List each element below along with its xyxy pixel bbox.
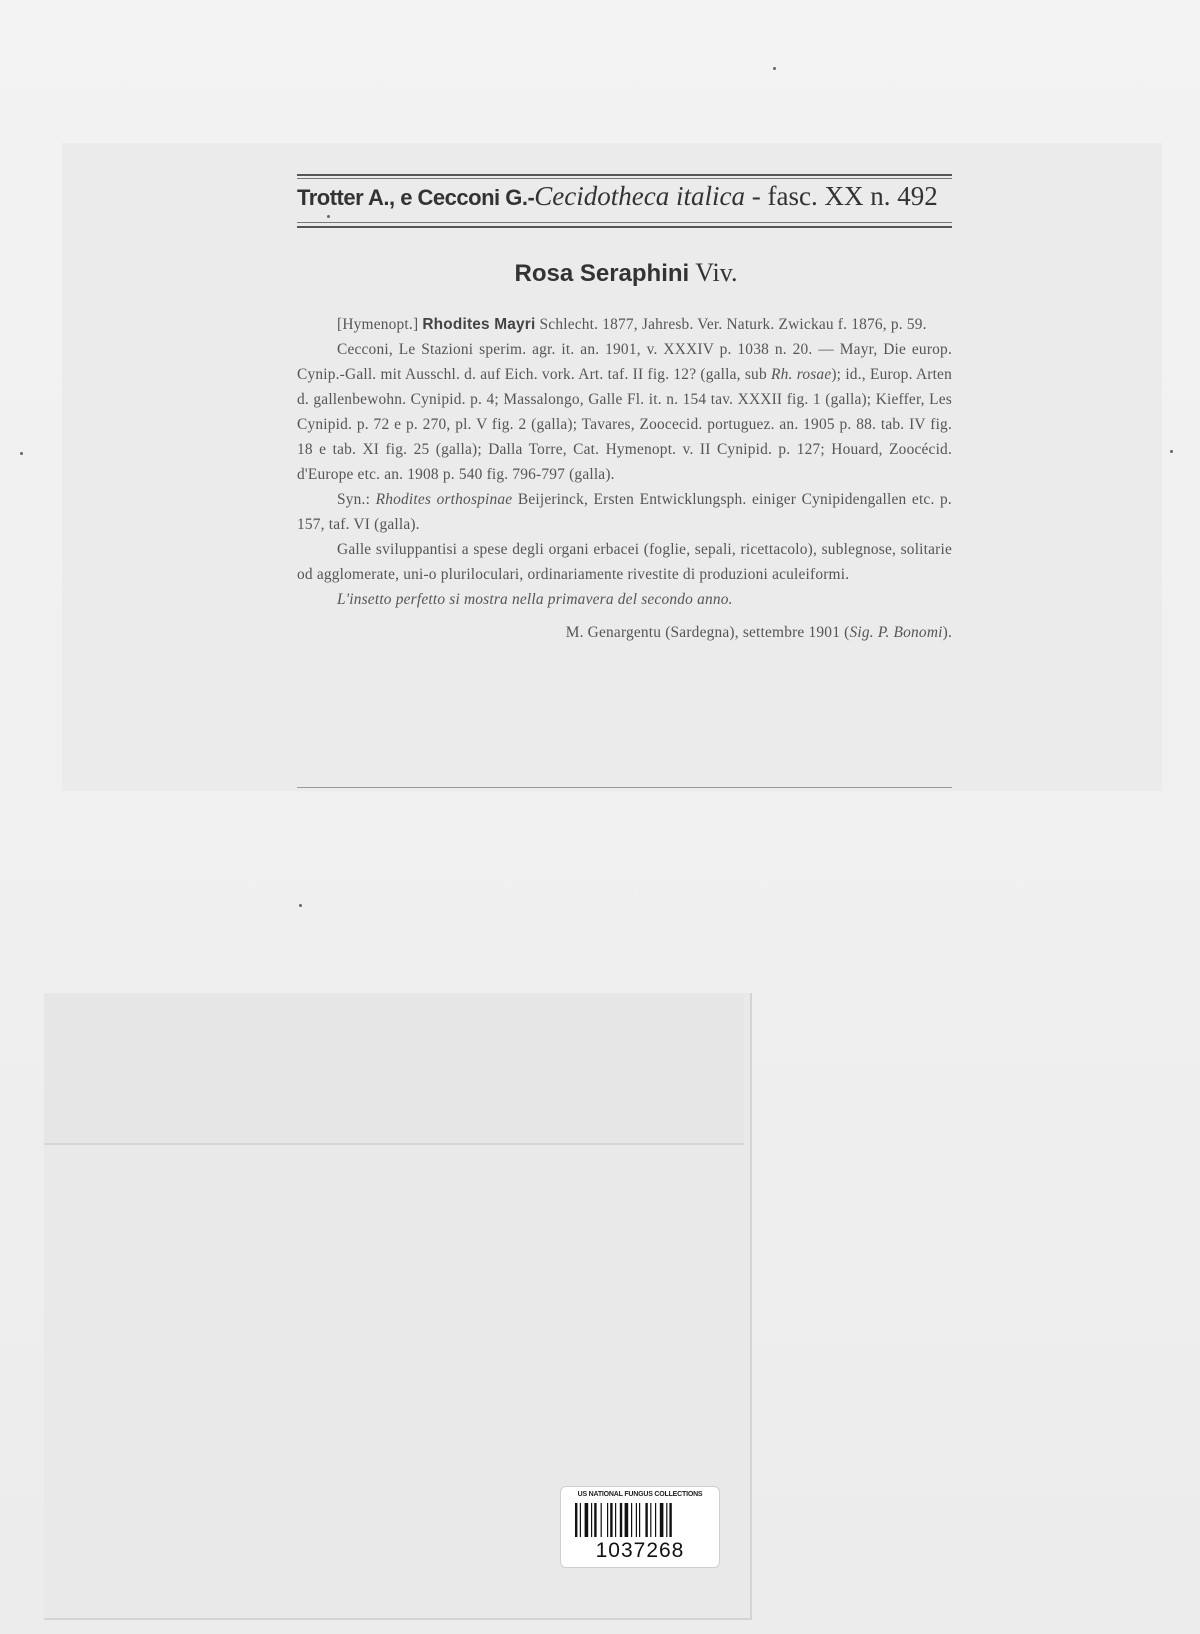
note-paragraph: L'insetto perfetto si mostra nella primavera del secondo anno.: [337, 591, 733, 608]
sheet-speck: [327, 215, 330, 218]
header-rule-top-thin: [297, 178, 952, 179]
barcode-label: [560, 1486, 720, 1568]
references-text-a: Cecconi, Le Stazioni sperim. agr. it. an. 1901, v. XXXIV p. 1038 n. 20. — Mayr, Die europ. Cynip.-Gall. mit Ausschl. d. auf Eich. vork. Art. taf. II fig. 12? (galla, sub: [297, 341, 952, 383]
locality-end: ).: [942, 624, 952, 641]
barcode-bar: [620, 1503, 622, 1537]
sheet-speck: [773, 67, 776, 70]
label-body: [297, 312, 952, 645]
species-title: [296, 258, 956, 288]
references-text-b: ); id., Europ. Arten d. gallenbewohn. Cynipid. p. 4; Massalongo, Galle Fl. it. n. 154 tav. XXXII fig. 1 (galla); Kieffer, Les Cynipid. p. 72 e p. 270, pl. V fig. 2 (galla); Tavares, Zoocecid. portuguez. an. 1905 p. 88. tab. IV fig. 18 e tab. XI fig. 25 (galla); Dalla Torre, Cat. Hymenopt. v. II Cynipid. p. 127; Houard, Zoocécid. d'Europe etc. an. 1908 p. 540 fig. 796-797 (galla).: [297, 366, 952, 483]
barcode-bar: [660, 1503, 664, 1537]
barcode-bar: [636, 1503, 637, 1537]
header-series: Cecidotheca italica: [534, 181, 745, 211]
header-rule-bottom-thin: [297, 222, 952, 223]
description-paragraph: Galle sviluppantisi a spese degli organi erbacei (foglie, sepali, ricettacolo), sublegnose, solitarie od agglomerate, uni-o pluriloculari, ordinariamente rivestite di produzioni aculeiformi.: [297, 541, 952, 583]
barcode-bar: [580, 1503, 581, 1537]
envelope-flap[interactable]: [44, 993, 744, 1145]
barcode-bar: [625, 1503, 629, 1537]
collector-name: Sig. P. Bonomi: [849, 624, 943, 641]
synonym-prefix: Syn.:: [337, 491, 371, 508]
sheet-speck: [299, 904, 302, 907]
barcode-bar: [650, 1503, 651, 1537]
barcode-bar: [639, 1503, 640, 1537]
species-name: Rosa Seraphini: [514, 260, 690, 287]
barcode-bar: [615, 1503, 616, 1537]
header-rule-top: [297, 174, 952, 176]
barcode-bar: [669, 1503, 671, 1537]
barcode-bar: [666, 1503, 667, 1537]
synonym-rest: Beijerinck, Ersten Entwicklungsph. einiger Cynipidengallen etc. p. 157, taf. VI (galla).: [297, 491, 952, 533]
barcode-bar: [594, 1503, 596, 1537]
barcode-institution: US NATIONAL FUNGUS COLLECTIONS: [577, 1491, 703, 1498]
barcode-number: 1037268: [595, 1539, 685, 1562]
header-fascicle: - fasc. XX n. 492: [744, 181, 938, 211]
sheet-speck: [20, 452, 23, 455]
locality-line: [297, 620, 952, 645]
insect-name: Rhodites Mayri: [422, 316, 536, 333]
header-authors: Trotter A., e Cecconi G.-: [297, 185, 535, 210]
barcode-bar: [585, 1503, 589, 1537]
barcode-bar: [601, 1503, 602, 1537]
barcode-bar: [607, 1503, 608, 1537]
order-name: [Hymenopt.]: [337, 316, 419, 333]
barcode-bar: [610, 1503, 612, 1537]
header-rule-bottom: [297, 226, 952, 228]
barcode-bar: [631, 1503, 632, 1537]
references-italic: Rh. rosae: [771, 366, 832, 383]
barcode-bar: [591, 1503, 592, 1537]
locality-text: M. Genargentu (Sardegna), settembre 1901 (: [565, 624, 850, 641]
label-header: [297, 181, 957, 217]
barcode-icon: [575, 1503, 705, 1537]
insect-citation: Schlecht. 1877, Jahresb. Ver. Naturk. Zwickau f. 1876, p. 59.: [539, 316, 927, 333]
synonym-name: Rhodites orthospinae: [375, 491, 513, 508]
barcode-bar: [575, 1503, 577, 1537]
label-bottom-rule: [297, 787, 952, 788]
synonym-paragraph: [297, 487, 952, 537]
barcode-bar: [645, 1503, 647, 1537]
entry-paragraph: [297, 312, 952, 337]
barcode-bar: [655, 1503, 656, 1537]
references-paragraph: [297, 337, 952, 487]
species-authority: Viv.: [695, 258, 738, 287]
sheet-speck: [1170, 450, 1173, 453]
